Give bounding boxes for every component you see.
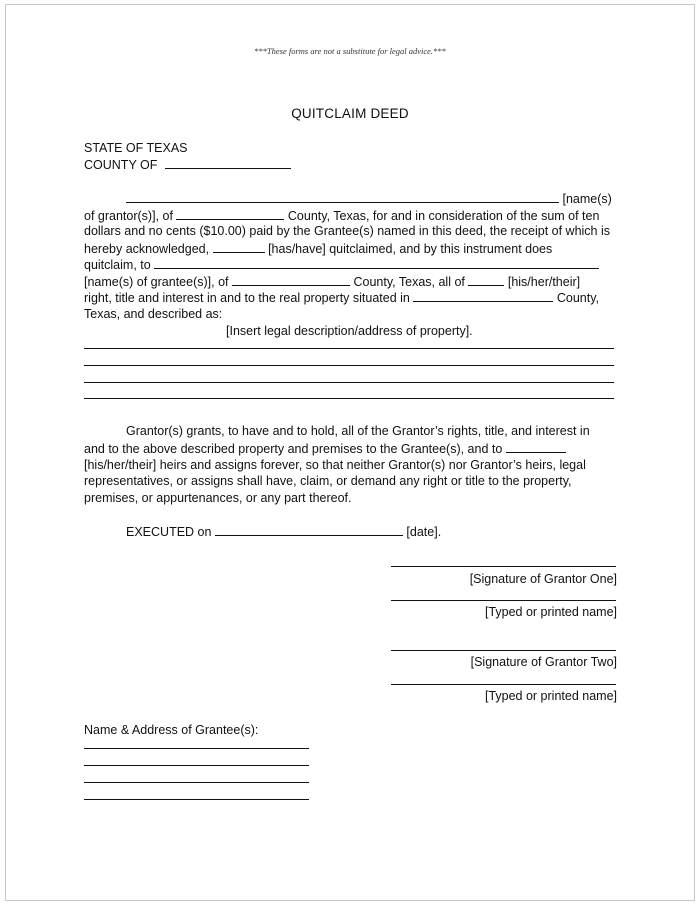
description-line-3[interactable] xyxy=(84,382,614,383)
description-line-1[interactable] xyxy=(84,348,614,349)
grantor-one-signature-label: [Signature of Grantor One] xyxy=(469,572,617,586)
all-of-blank[interactable] xyxy=(468,273,504,286)
grantor-county-blank[interactable] xyxy=(176,207,284,220)
grantee-address-line-1[interactable] xyxy=(84,748,309,749)
has-have-blank[interactable] xyxy=(213,240,265,253)
para1-text: quitclaim, to xyxy=(84,258,151,272)
grantee-address-label: Name & Address of Grantee(s): xyxy=(84,723,259,737)
para1-line4 xyxy=(84,240,552,257)
para1-line1 xyxy=(126,190,612,207)
grantor-two-signature-label: [Signature of Grantor Two] xyxy=(470,655,617,669)
description-line-4[interactable] xyxy=(84,398,614,399)
para1-text: County, xyxy=(556,291,600,305)
para2-line3: [his/her/their] heirs and assigns forever, so that neither Grantor(s) nor Grantor’s heirs, legal xyxy=(84,458,586,472)
grantee-address-line-2[interactable] xyxy=(84,765,309,766)
para1-text: [name(s) xyxy=(562,192,612,206)
legal-description-placeholder: [Insert legal description/address of property]. xyxy=(226,324,473,338)
grantor-one-name-line[interactable] xyxy=(391,600,616,601)
grantor-one-signature-line[interactable] xyxy=(391,566,616,567)
document-title: QUITCLAIM DEED xyxy=(291,106,409,121)
para2-text: and to the above described property and premises to the Grantee(s), and to xyxy=(84,442,503,456)
para1-text: County, Texas, for and in consideration of the sum of ten xyxy=(287,209,600,223)
para2-line1: Grantor(s) grants, to have and to hold, all of the Grantor’s rights, title, and interest in xyxy=(126,424,590,438)
para1-text: of grantor(s)], of xyxy=(84,209,173,223)
county-label: COUNTY OF xyxy=(84,158,158,172)
para1-line8: Texas, and described as: xyxy=(84,307,223,321)
para1-line7 xyxy=(84,289,599,306)
grantee-name-blank[interactable] xyxy=(154,256,599,269)
para1-line2 xyxy=(84,207,599,224)
legal-disclaimer: ***These forms are not a substitute for legal advice.*** xyxy=(254,46,446,56)
county-blank[interactable] xyxy=(165,156,291,169)
county-line xyxy=(84,156,291,173)
date-label: [date]. xyxy=(406,525,442,539)
para1-text: [has/have] quitclaimed, and by this instrument does xyxy=(268,242,553,256)
para2-line4: representatives, or assigns shall have, claim, or demand any right or title to the property, xyxy=(84,474,572,488)
para1-text: County, Texas, all of xyxy=(353,275,465,289)
executed-label: EXECUTED on xyxy=(126,525,212,539)
quitclaim-deed-page xyxy=(5,4,695,901)
state-label: STATE OF TEXAS xyxy=(84,141,188,155)
para1-text: hereby acknowledged, xyxy=(84,242,210,256)
executed-date-blank[interactable] xyxy=(215,523,403,536)
para2-line2 xyxy=(84,440,566,457)
grantor-two-signature-line[interactable] xyxy=(391,650,616,651)
para1-text: [name(s) of grantee(s)], of xyxy=(84,275,229,289)
grantor-one-name-label: [Typed or printed name] xyxy=(484,605,617,619)
executed-line xyxy=(126,523,441,540)
description-line-2[interactable] xyxy=(84,365,614,366)
para1-text: [his/her/their] xyxy=(507,275,581,289)
para1-line6 xyxy=(84,273,580,290)
grantee-county-blank[interactable] xyxy=(232,273,350,286)
grantee-address-line-4[interactable] xyxy=(84,799,309,800)
grantee-address-line-3[interactable] xyxy=(84,782,309,783)
para1-line5 xyxy=(84,256,599,273)
heirs-blank[interactable] xyxy=(506,440,566,453)
para1-text: right, title and interest in and to the real property situated in xyxy=(84,291,410,305)
grantor-two-name-label: [Typed or printed name] xyxy=(484,689,617,703)
grantor-two-name-line[interactable] xyxy=(391,684,616,685)
para2-line5: premises, or appurtenances, or any part thereof. xyxy=(84,491,352,505)
grantor-name-blank[interactable] xyxy=(126,190,559,203)
para1-line3: dollars and no cents ($10.00) paid by the Grantee(s) named in this deed, the receipt of which is xyxy=(84,224,610,238)
property-county-blank[interactable] xyxy=(413,289,553,302)
